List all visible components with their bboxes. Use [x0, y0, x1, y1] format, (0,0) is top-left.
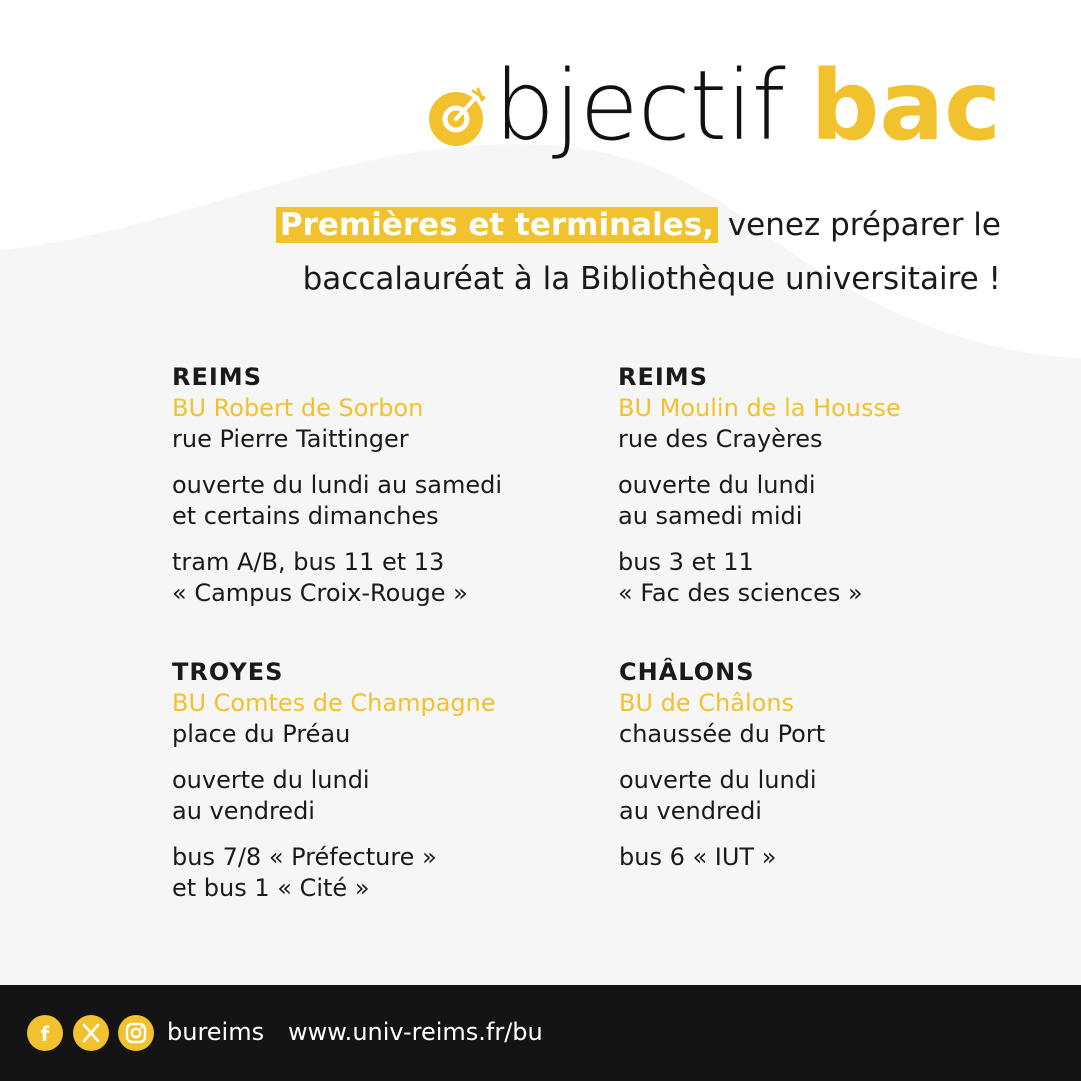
library-hours-line: ouverte du lundi	[172, 766, 370, 794]
library-address: chaussée du Port	[619, 720, 826, 748]
library-hours-line: et certains dimanches	[172, 502, 439, 530]
subtitle-line-1-rest: venez préparer le	[717, 207, 1001, 243]
library-name: BU de Châlons	[619, 689, 795, 717]
library-transport-line: bus 3 et 11	[618, 548, 754, 576]
library-transport-line: et bus 1 « Cité »	[172, 874, 370, 902]
library-hours-line: au samedi midi	[618, 502, 803, 530]
svg-text:f: f	[40, 1022, 50, 1046]
target-logo-icon	[426, 86, 488, 148]
facebook-icon[interactable]	[27, 1015, 63, 1051]
library-name: BU Comtes de Champagne	[172, 689, 496, 717]
library-name: BU Robert de Sorbon	[172, 394, 424, 422]
library-card-reims-moulin	[618, 362, 1018, 609]
library-transport-line: tram A/B, bus 11 et 13	[172, 548, 445, 576]
title-word-objectif: bjectif	[494, 50, 785, 162]
library-card-reims-sorbon	[172, 362, 572, 609]
instagram-icon[interactable]	[118, 1015, 154, 1051]
library-address: place du Préau	[172, 720, 351, 748]
title-word-bac: bac	[810, 50, 1001, 162]
library-city: REIMS	[618, 363, 708, 391]
library-transport-line: « Campus Croix-Rouge »	[172, 579, 468, 607]
library-hours-line: au vendredi	[172, 797, 315, 825]
website-link[interactable]: www.univ-reims.fr/bu	[288, 1018, 543, 1046]
library-transport-line: bus 6 « IUT »	[619, 843, 777, 871]
library-hours-line: au vendredi	[619, 797, 762, 825]
library-card-troyes	[172, 657, 572, 904]
library-transport-line: « Fac des sciences »	[618, 579, 863, 607]
subtitle	[276, 198, 1001, 306]
library-name: BU Moulin de la Housse	[618, 394, 901, 422]
subtitle-highlight: Premières et terminales,	[276, 207, 718, 243]
library-address: rue Pierre Taittinger	[172, 425, 409, 453]
social-handle[interactable]: bureims	[167, 1018, 265, 1046]
footer-bar	[0, 985, 1081, 1081]
library-address: rue des Crayères	[618, 425, 823, 453]
library-hours-line: ouverte du lundi	[619, 766, 817, 794]
library-city: TROYES	[172, 658, 284, 686]
x-icon[interactable]	[73, 1015, 109, 1051]
page-title	[426, 50, 1001, 162]
library-card-chalons	[619, 657, 1019, 873]
library-transport-line: bus 7/8 « Préfecture »	[172, 843, 437, 871]
subtitle-line-2: baccalauréat à la Bibliothèque universitaire !	[302, 261, 1001, 297]
library-hours-line: ouverte du lundi au samedi	[172, 471, 503, 499]
library-city: CHÂLONS	[619, 658, 755, 686]
library-hours-line: ouverte du lundi	[618, 471, 816, 499]
library-city: REIMS	[172, 363, 262, 391]
subtitle-line-1	[276, 198, 1001, 252]
